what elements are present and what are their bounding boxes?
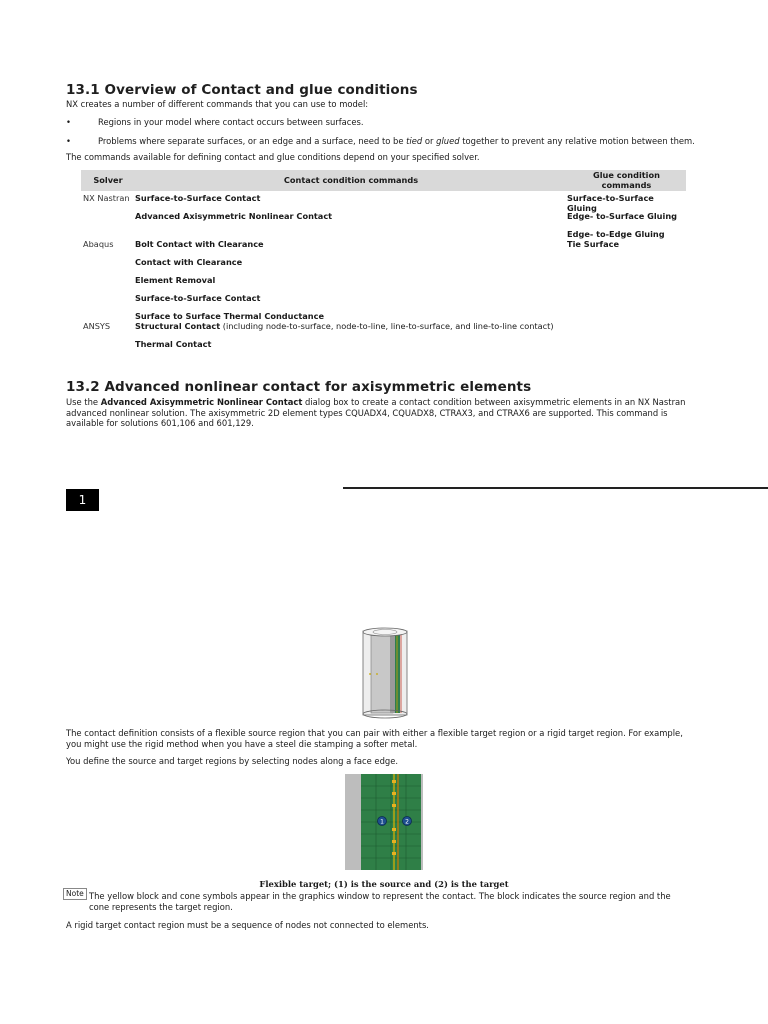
section-title-axisymmetric: 13.2 Advanced nonlinear contact for axisymmetric elements <box>66 379 532 395</box>
header-solver: Solver <box>81 170 135 191</box>
bullet-item-2: Problems where separate surfaces, or an edge and a surface, need to be tied or glued together to prevent any relative motion between them. <box>98 136 695 146</box>
axisymmetric-paragraph: Use the Advanced Axisymmetric Nonlinear Contact dialog box to create a contact condition between axisymmetric elements in an NX Nastran advanced nonlinear solution. The axisymmetric 2D element types CQUADX4, CQUADX8, CTRAX3, and CTRAX6 are supported. This command is available for solutions 601,106 and 601,129. <box>66 397 686 428</box>
commands-table <box>81 170 686 349</box>
header-glue: Glue condition commands <box>567 170 686 191</box>
table-row <box>81 321 686 349</box>
rigid-target-paragraph: A rigid target contact region must be a sequence of nodes not connected to elements. <box>66 920 429 930</box>
glue-command: Tie Surface <box>567 238 620 249</box>
table-header-row <box>81 170 686 191</box>
contact-cell <box>135 239 567 321</box>
contact-command: Surface to Surface Thermal Conductance <box>135 310 325 321</box>
solver-cell: Abaqus <box>83 238 114 249</box>
table-row <box>81 191 686 239</box>
note-label: Note <box>63 888 87 900</box>
glue-command: Surface-to-Surface Gluing <box>567 192 654 213</box>
contact-command: Structural Contact <box>135 321 221 331</box>
glue-cell <box>567 191 686 239</box>
bullet-item-1: Regions in your model where contact occurs between surfaces. <box>98 117 364 127</box>
glue-command: Edge- to-Edge Gluing <box>567 228 665 239</box>
contact-command: Contact with Clearance <box>135 256 243 267</box>
contact-command: Surface-to-Surface Contact <box>135 192 261 203</box>
flexible-target-figure <box>345 774 423 870</box>
figure-caption: Flexible target; (1) is the source and (2) is the target <box>259 879 509 889</box>
contact-command: Element Removal <box>135 274 216 285</box>
contact-cell <box>135 321 567 349</box>
contact-definition-paragraph: The contact definition consists of a flexible source region that you can pair with either a flexible target region or a rigid target region. For example, you might use the rigid method when you have a steel die stamping a softer metal. <box>66 728 683 749</box>
bullet-dot: • <box>66 117 71 127</box>
overview-after-text: The commands available for defining contact and glue conditions depend on your specified solver. <box>66 152 480 162</box>
contact-command: Advanced Axisymmetric Nonlinear Contact <box>135 210 333 221</box>
contact-command-note: (including node-to-surface, node-to-line, line-to-surface, and line-to-line contact) <box>220 321 554 331</box>
source-target-paragraph: You define the source and target regions by selecting nodes along a face edge. <box>66 756 399 766</box>
header-contact: Contact condition commands <box>135 170 567 191</box>
glue-command: Edge- to-Surface Gluing <box>567 210 678 221</box>
overview-intro: NX creates a number of different commands that you can use to model: <box>66 99 369 109</box>
contact-command: Thermal Contact <box>135 339 212 349</box>
contact-cell <box>135 191 567 239</box>
figure-marker-2: 2 <box>405 818 409 826</box>
glue-cell <box>567 239 686 321</box>
page-number-badge: 1 <box>66 489 99 511</box>
bullet-dot: • <box>66 136 71 146</box>
glue-cell <box>567 321 686 349</box>
contact-command: Bolt Contact with Clearance <box>135 238 264 249</box>
table-row <box>81 239 686 321</box>
cylinder-model-image <box>360 626 410 720</box>
note-text: The yellow block and cone symbols appear in the graphics window to represent the contact. The block indicates the source region and the cone represents the target region. <box>89 891 671 912</box>
horizontal-rule <box>343 487 768 489</box>
figure-marker-1: 1 <box>380 818 384 826</box>
solver-cell: NX Nastran <box>83 192 130 203</box>
solver-cell: ANSYS <box>83 321 111 331</box>
section-title-overview: 13.1 Overview of Contact and glue conditions <box>66 82 418 98</box>
contact-command: Surface-to-Surface Contact <box>135 292 261 303</box>
